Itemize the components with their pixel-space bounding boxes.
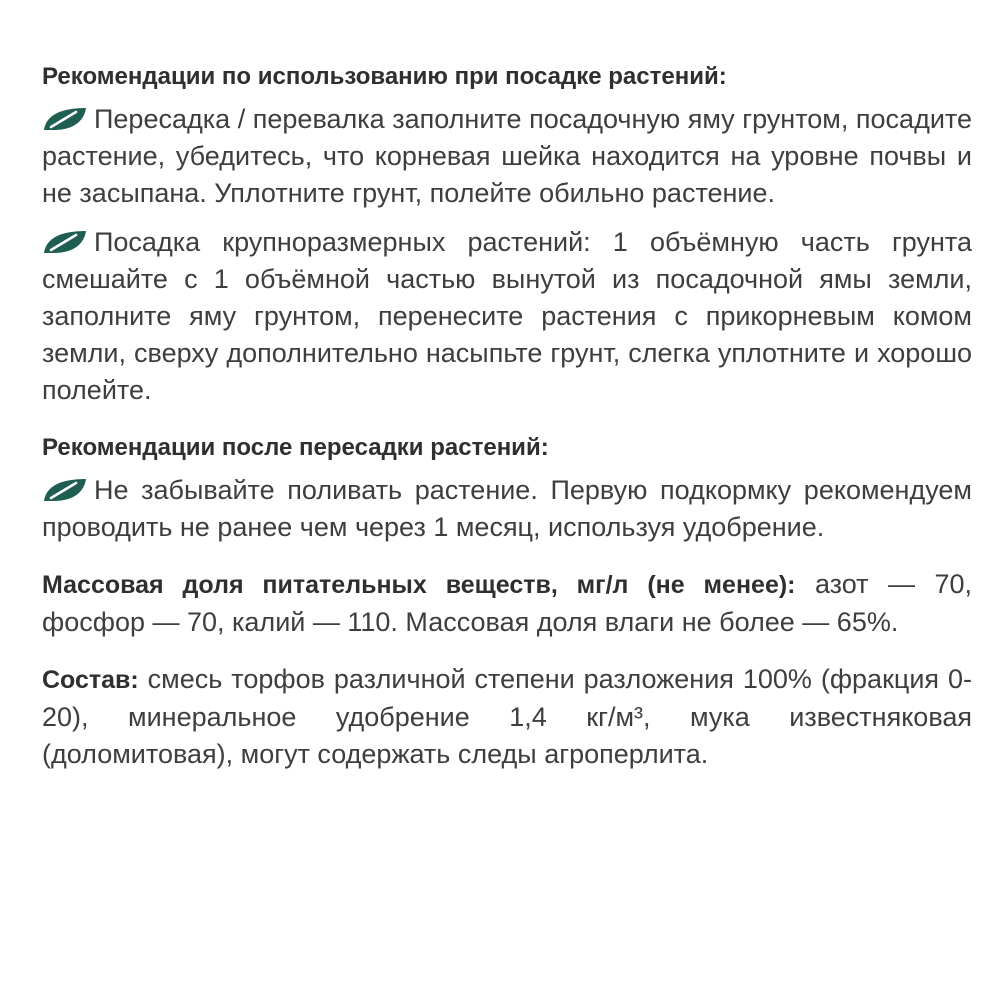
nutrients-text: азот — 70, фосфор — 70, калий — 110. Массовая доля влаги не более — 65%. [42, 569, 973, 637]
planting-recommendations-heading: Рекомендации по использованию при посадке растений: [42, 63, 727, 90]
leaf-icon [42, 230, 88, 254]
after-item-watering [42, 472, 972, 546]
planting-item-large-plants [42, 224, 972, 409]
nutrients-paragraph [42, 566, 972, 641]
after-transplant-heading: Рекомендации после пересадки растений: [42, 434, 549, 461]
planting-item-transplant-text: Пересадка / перевалка заполните посадочную яму грунтом, посадите растение, убедитесь, что корневая шейка находится на уровне почвы и не засыпана. Уплотните грунт, полейте обильно растение. [42, 104, 972, 208]
leaf-icon [42, 478, 88, 502]
nutrients-label: Массовая доля питательных веществ, мг/л (не менее): [42, 571, 796, 599]
planting-item-large-plants-text: Посадка крупноразмерных растений: 1 объёмную часть грунта смешайте с 1 объёмной частью вынутой из посадочной ямы земли, заполните яму грунтом, перенесите растения с прикорневым комом земли, сверху дополнительно насыпьте грунт, слегка уплотните и хорошо полейте. [42, 227, 972, 405]
composition-paragraph [42, 661, 972, 773]
leaf-icon [42, 107, 88, 131]
instructions-document [42, 58, 972, 785]
planting-item-transplant [42, 101, 972, 212]
composition-label: Состав: [42, 666, 139, 694]
composition-text: смесь торфов различной степени разложения 100% (фракция 0-20), минеральное удобрение 1,4 кг/м³, мука известняковая (доломитовая), могут содержать следы агроперлита. [42, 664, 972, 769]
after-item-watering-text: Не забывайте поливать растение. Первую подкормку рекомендуем проводить не ранее чем через 1 месяц, используя удобрение. [42, 475, 972, 542]
